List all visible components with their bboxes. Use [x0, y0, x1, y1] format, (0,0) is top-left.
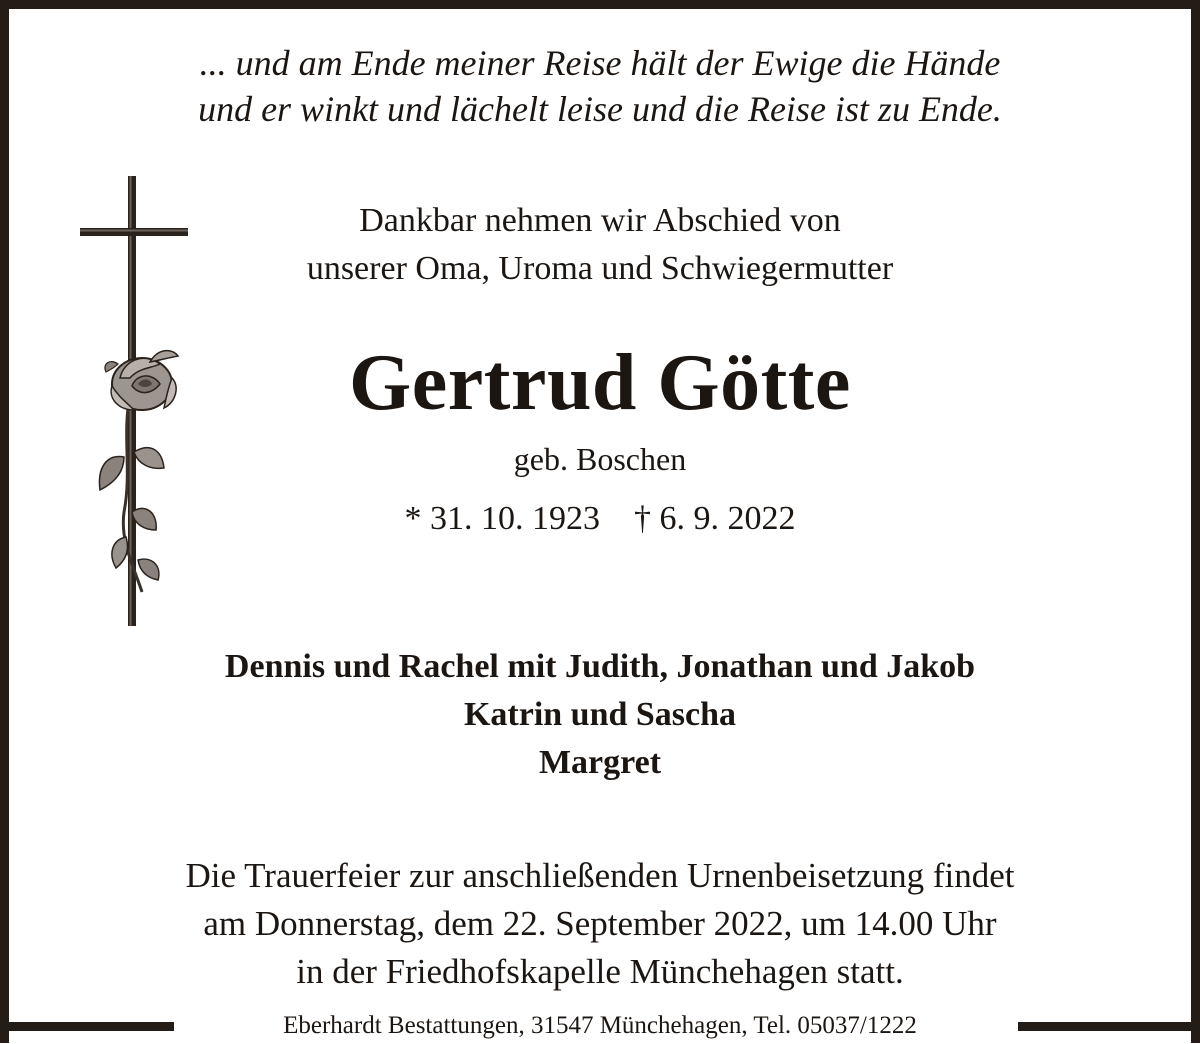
- service-notice: [0, 852, 1200, 996]
- maiden-name: geb. Boschen: [513, 441, 687, 477]
- birth-date: * 31. 10. 1923: [404, 500, 600, 537]
- service-line-2: am Donnerstag, dem 22. September 2022, um 14.00 Uhr: [203, 904, 997, 943]
- mourner-line: Margret: [538, 744, 662, 781]
- deceased-name: Gertrud Götte: [349, 339, 851, 427]
- death-date: † 6. 9. 2022: [634, 500, 796, 537]
- motto-line-2: und er winkt und lächelt leise und die Reise ist zu Ende.: [198, 89, 1002, 129]
- service-line-3: in der Friedhofskapelle Münchehagen statt.: [296, 952, 904, 991]
- mourner-line: Katrin und Sascha: [463, 696, 737, 733]
- intro-line-2: unserer Oma, Uroma und Schwiegermutter: [306, 250, 894, 287]
- intro-line-1: Dankbar nehmen wir Abschied von: [359, 202, 841, 239]
- mourner-line: Dennis und Rachel mit Judith, Jonathan und Jakob: [224, 648, 976, 685]
- motto-verse: [0, 40, 1200, 132]
- mourners-list: [0, 643, 1200, 787]
- funeral-home-footer: Eberhardt Bestattungen, 31547 Münchehagen, Tel. 05037/1222: [283, 1012, 917, 1039]
- farewell-intro: [0, 197, 1200, 293]
- motto-line-1: ... und am Ende meiner Reise hält der Ewige die Hände: [199, 43, 1001, 83]
- service-line-1: Die Trauerfeier zur anschließenden Urnenbeisetzung findet: [185, 856, 1015, 895]
- life-dates: [0, 495, 1200, 543]
